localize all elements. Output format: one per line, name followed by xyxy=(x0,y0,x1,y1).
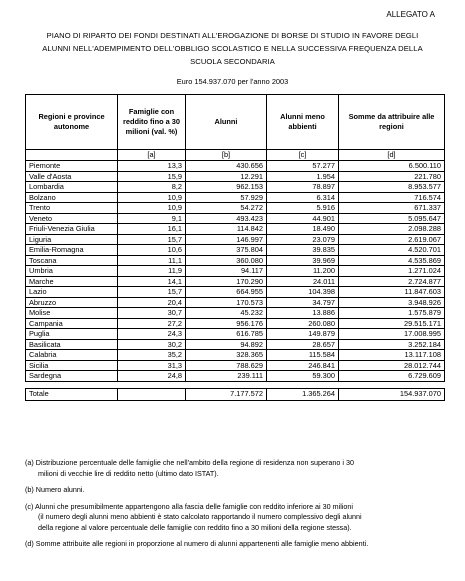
key-empty xyxy=(26,150,118,161)
cell-somme: 8.953.577 xyxy=(339,182,445,193)
table-row xyxy=(26,245,445,256)
cell-famiglie: 13,3 xyxy=(118,161,186,172)
table-body xyxy=(26,161,445,382)
document-heading xyxy=(12,29,453,68)
table-row xyxy=(26,360,445,371)
cell-somme: 17.008.995 xyxy=(339,329,445,340)
cell-alunni: 94.892 xyxy=(186,339,267,350)
cell-meno-abbienti: 39.835 xyxy=(267,245,339,256)
cell-famiglie: 20,4 xyxy=(118,297,186,308)
cell-alunni: 360.080 xyxy=(186,255,267,266)
cell-regione: Lombardia xyxy=(26,182,118,193)
cell-alunni: 956.176 xyxy=(186,318,267,329)
table-row xyxy=(26,308,445,319)
footnote-line: (a) Distribuzione percentuale delle famiglie che nell'ambito della regione di residenza non superano i 30 xyxy=(25,458,355,467)
cell-somme: 2.098.288 xyxy=(339,224,445,235)
cell-famiglie: 11,1 xyxy=(118,255,186,266)
table-spacer-row xyxy=(26,381,445,388)
spacer-cell xyxy=(267,381,339,388)
footnote-line: (c) Alunni che presumibilmente appartengono alla fascia delle famiglie con reddito inferiore ai 30 milioni xyxy=(25,501,354,511)
cell-meno-abbienti: 104.398 xyxy=(267,287,339,298)
cell-famiglie: 24,3 xyxy=(118,329,186,340)
cell-alunni: 493.423 xyxy=(186,213,267,224)
cell-regione: Toscana xyxy=(26,255,118,266)
cell-alunni: 430.656 xyxy=(186,161,267,172)
cell-alunni: 328.365 xyxy=(186,350,267,361)
cell-famiglie: 10,6 xyxy=(118,245,186,256)
cell-regione: Basilicata xyxy=(26,339,118,350)
table-row xyxy=(26,329,445,340)
cell-alunni: 57.929 xyxy=(186,192,267,203)
cell-regione: Molise xyxy=(26,308,118,319)
cell-alunni: 170.573 xyxy=(186,297,267,308)
cell-alunni: 94.117 xyxy=(186,266,267,277)
cell-meno-abbienti: 44.901 xyxy=(267,213,339,224)
cell-alunni: 664.955 xyxy=(186,287,267,298)
cell-alunni: 788.629 xyxy=(186,360,267,371)
table-row xyxy=(26,234,445,245)
cell-alunni: 375.804 xyxy=(186,245,267,256)
cell-meno-abbienti: 59.300 xyxy=(267,371,339,382)
table-row xyxy=(26,266,445,277)
cell-alunni: 54.272 xyxy=(186,203,267,214)
cell-regione: Umbria xyxy=(26,266,118,277)
key-d: [d] xyxy=(339,150,445,161)
cell-regione: Trento xyxy=(26,203,118,214)
footnote-b xyxy=(25,485,455,496)
table-row xyxy=(26,276,445,287)
table-header-row xyxy=(26,95,445,150)
table-key-row xyxy=(26,150,445,161)
header-alunni: Alunni xyxy=(186,95,267,150)
table-total-row xyxy=(26,388,445,400)
header-regioni: Regioni e province autonome xyxy=(26,95,118,150)
cell-alunni: 962.153 xyxy=(186,182,267,193)
cell-regione: Friuli-Venezia Giulia xyxy=(26,224,118,235)
heading-line: ALUNNI NELL'ADEMPIMENTO DELL'OBBLIGO SCOLASTICO E NELLA SUCCESSIVA FREQUENZA DELLA xyxy=(42,44,423,53)
footnote-line: (b) Numero alunni. xyxy=(25,485,85,494)
table-row xyxy=(26,224,445,235)
cell-alunni: 12.291 xyxy=(186,171,267,182)
cell-regione: Calabria xyxy=(26,350,118,361)
cell-meno-abbienti: 5.916 xyxy=(267,203,339,214)
spacer-cell xyxy=(339,381,445,388)
table-row xyxy=(26,171,445,182)
cell-meno-abbienti: 149.879 xyxy=(267,329,339,340)
cell-famiglie: 14,1 xyxy=(118,276,186,287)
table-row xyxy=(26,371,445,382)
cell-somme: 29.515.171 xyxy=(339,318,445,329)
heading-line: SCUOLA SECONDARIA xyxy=(190,57,275,66)
table-row xyxy=(26,297,445,308)
cell-somme: 4.520.701 xyxy=(339,245,445,256)
cell-regione: Bolzano xyxy=(26,192,118,203)
cell-famiglie: 15,7 xyxy=(118,287,186,298)
footnotes xyxy=(25,458,455,556)
cell-famiglie: 27,2 xyxy=(118,318,186,329)
cell-meno-abbienti: 78.897 xyxy=(267,182,339,193)
spacer-cell xyxy=(186,381,267,388)
header-famiglie: Famiglie con reddito fino a 30 milioni (val. %) xyxy=(118,95,186,150)
cell-meno-abbienti: 11.200 xyxy=(267,266,339,277)
footnote-c xyxy=(25,502,455,534)
footnote-a xyxy=(25,458,455,479)
cell-alunni: 146.997 xyxy=(186,234,267,245)
cell-meno-abbienti: 28.657 xyxy=(267,339,339,350)
table-row xyxy=(26,203,445,214)
cell-regione: Sardegna xyxy=(26,371,118,382)
cell-somme: 2.619.067 xyxy=(339,234,445,245)
cell-somme: 716.574 xyxy=(339,192,445,203)
spacer-cell xyxy=(118,381,186,388)
cell-meno-abbienti: 260.080 xyxy=(267,318,339,329)
cell-somme: 1.575.879 xyxy=(339,308,445,319)
cell-somme: 3.252.184 xyxy=(339,339,445,350)
cell-regione: Liguria xyxy=(26,234,118,245)
cell-famiglie: 15,9 xyxy=(118,171,186,182)
cell-meno-abbienti: 246.841 xyxy=(267,360,339,371)
table-row xyxy=(26,182,445,193)
cell-regione: Valle d'Aosta xyxy=(26,171,118,182)
cell-famiglie: 30,2 xyxy=(118,339,186,350)
cell-somme: 221.780 xyxy=(339,171,445,182)
cell-meno-abbienti: 6.314 xyxy=(267,192,339,203)
total-label: Totale xyxy=(26,388,118,400)
cell-famiglie: 16,1 xyxy=(118,224,186,235)
cell-regione: Campania xyxy=(26,318,118,329)
cell-meno-abbienti: 18.490 xyxy=(267,224,339,235)
cell-somme: 1.271.024 xyxy=(339,266,445,277)
cell-famiglie: 31,3 xyxy=(118,360,186,371)
footnote-d xyxy=(25,539,455,550)
cell-meno-abbienti: 23.079 xyxy=(267,234,339,245)
cell-famiglie: 9,1 xyxy=(118,213,186,224)
cell-alunni: 45.232 xyxy=(186,308,267,319)
footnote-line: (d) Somme attribuite alle regioni in proporzione al numero di alunni appartenenti alle famiglie meno abbienti. xyxy=(25,539,369,548)
total-famiglie xyxy=(118,388,186,400)
cell-regione: Marche xyxy=(26,276,118,287)
cell-meno-abbienti: 13.886 xyxy=(267,308,339,319)
cell-famiglie: 24,8 xyxy=(118,371,186,382)
cell-famiglie: 10,9 xyxy=(118,203,186,214)
key-a: [a] xyxy=(118,150,186,161)
cell-regione: Abruzzo xyxy=(26,297,118,308)
table-row xyxy=(26,161,445,172)
total-alunni: 7.177.572 xyxy=(186,388,267,400)
table-row xyxy=(26,192,445,203)
cell-regione: Lazio xyxy=(26,287,118,298)
footnote-line: (il numero degli alunni meno abbienti è stato calcolato rapportando il numero complessivo degli alunni xyxy=(38,512,362,521)
cell-somme: 2.724.877 xyxy=(339,276,445,287)
cell-somme: 13.117.108 xyxy=(339,350,445,361)
cell-somme: 3.948.926 xyxy=(339,297,445,308)
cell-famiglie: 15,7 xyxy=(118,234,186,245)
table-row xyxy=(26,287,445,298)
cell-meno-abbienti: 115.584 xyxy=(267,350,339,361)
cell-regione: Puglia xyxy=(26,329,118,340)
cell-alunni: 170.290 xyxy=(186,276,267,287)
key-b: [b] xyxy=(186,150,267,161)
cell-famiglie: 35,2 xyxy=(118,350,186,361)
cell-somme: 5.095.647 xyxy=(339,213,445,224)
cell-regione: Emilia-Romagna xyxy=(26,245,118,256)
table-row xyxy=(26,255,445,266)
table-row xyxy=(26,318,445,329)
document-label: ALLEGATO A xyxy=(386,10,435,19)
table-row xyxy=(26,350,445,361)
cell-famiglie: 30,7 xyxy=(118,308,186,319)
cell-somme: 11.847.603 xyxy=(339,287,445,298)
table-row xyxy=(26,339,445,350)
cell-somme: 6.500.110 xyxy=(339,161,445,172)
cell-meno-abbienti: 57.277 xyxy=(267,161,339,172)
cell-regione: Piemonte xyxy=(26,161,118,172)
footnote-line: della regione al valore percentuale delle famiglie con reddito fino a 30 milioni della regione stessa). xyxy=(38,522,352,532)
document-subtitle: Euro 154.937.070 per l'anno 2003 xyxy=(176,77,289,86)
key-c: [c] xyxy=(267,150,339,161)
cell-meno-abbienti: 34.797 xyxy=(267,297,339,308)
allocation-table xyxy=(25,94,445,401)
table-row xyxy=(26,213,445,224)
cell-famiglie: 8,2 xyxy=(118,182,186,193)
spacer-cell xyxy=(26,381,118,388)
cell-famiglie: 11,9 xyxy=(118,266,186,277)
cell-somme: 4.535.869 xyxy=(339,255,445,266)
cell-meno-abbienti: 1.954 xyxy=(267,171,339,182)
cell-meno-abbienti: 24.011 xyxy=(267,276,339,287)
total-meno-abbienti: 1.365.264 xyxy=(267,388,339,400)
cell-somme: 6.729.609 xyxy=(339,371,445,382)
cell-alunni: 616.785 xyxy=(186,329,267,340)
cell-regione: Veneto xyxy=(26,213,118,224)
header-somme: Somme da attribuire alle regioni xyxy=(339,95,445,150)
cell-regione: Sicilia xyxy=(26,360,118,371)
cell-meno-abbienti: 39.969 xyxy=(267,255,339,266)
total-somme: 154.937.070 xyxy=(339,388,445,400)
header-meno-abbienti: Alunni meno abbienti xyxy=(267,95,339,150)
cell-somme: 671.337 xyxy=(339,203,445,214)
cell-alunni: 114.842 xyxy=(186,224,267,235)
cell-alunni: 239.111 xyxy=(186,371,267,382)
footnote-line: milioni di vecchie lire di reddito netto (ultimo dato ISTAT). xyxy=(38,468,219,478)
cell-somme: 28.012.744 xyxy=(339,360,445,371)
cell-famiglie: 10,9 xyxy=(118,192,186,203)
heading-line: PIANO DI RIPARTO DEI FONDI DESTINATI ALL'EROGAZIONE DI BORSE DI STUDIO IN FAVORE DEGLI xyxy=(46,31,419,40)
